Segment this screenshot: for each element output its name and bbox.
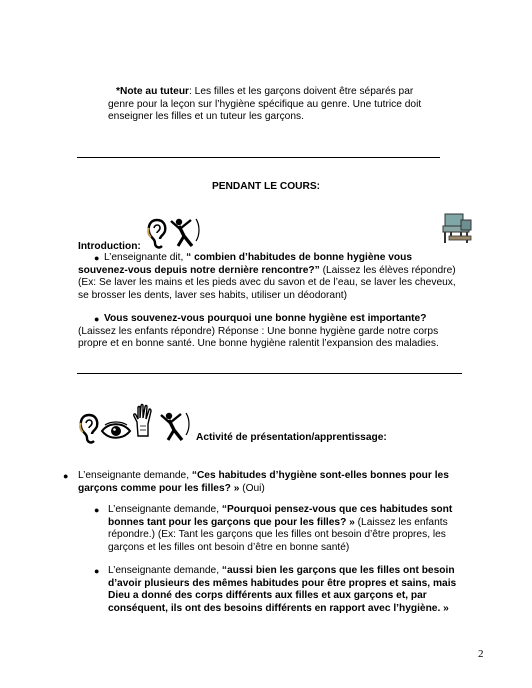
tutor-note-text: : Les filles et les garçons doivent être séparés par genre pour la leçon sur l’hygiène spécifique au genre. Une tutrice doit enseigner les filles et un tuteur les garçons. [108, 86, 422, 123]
tutor-note [108, 86, 428, 124]
hand-icon [132, 404, 156, 438]
intro-item-2-rest: (Laissez les enfants répondre) Réponse : Une bonne hygiène garde notre corps propre et en bonne santé. Une bonne hygiène ralentit l’expansion des maladies. [78, 325, 439, 350]
activity-item-1-prefix: L’enseignante demande, [78, 470, 192, 481]
intro-item-2-question: Vous souvenez-vous pourquoi une bonne hygiène est importante? [104, 313, 427, 324]
movement-figure-icon [160, 411, 194, 443]
eye-icon [101, 422, 131, 440]
movement-figure-icon [170, 217, 204, 249]
activity-item-1 [78, 470, 468, 495]
chair-icon [441, 210, 477, 246]
activity-subitem-2-question: “aussi bien les garçons que les filles ont besoin d’avoir plusieurs des mêmes habitudes pour être propres et sains, mais Dieu a donné des corps différents aux filles et aux garçons et, par conséquent, ils ont des besoins différents en rapport avec l’hygiène. » [108, 565, 457, 614]
intro-item-1 [78, 252, 458, 302]
ear-icon [146, 218, 168, 250]
activity-item-1-question: “Ces habitudes d’hygiène sont-elles bonnes pour les garçons comme pour les filles? » [78, 470, 449, 494]
intro-item-2 [78, 313, 458, 351]
divider-middle [77, 373, 462, 374]
activity-item-1-rest: (Oui) [239, 482, 265, 494]
ear-icon [78, 413, 100, 445]
intro-item-1-question: “ combien d’habitudes de bonne hygiène vous souvenez-vous depuis notre dernière rencontre?” [78, 252, 412, 276]
activity-subitem-2-prefix: L’enseignante demande, [108, 565, 222, 576]
bullet-marker: ● [94, 566, 100, 576]
activity-title: Activité de présentation/apprentissage: [196, 432, 387, 443]
bullet-marker: ● [63, 471, 69, 481]
activity-subitem-1 [108, 504, 468, 554]
divider-top [77, 157, 440, 158]
section-title: PENDANT LE COURS: [211, 181, 321, 192]
bullet-marker: ● [94, 314, 100, 324]
activity-subitem-1-question: “Pourquoi pensez-vous que ces habitudes sont bonnes tant pour les garçons que pour les filles? » [108, 504, 453, 528]
activity-subitem-1-prefix: L’enseignante demande, [108, 504, 222, 515]
intro-label: Introduction: [78, 241, 141, 252]
bullet-marker: ● [94, 253, 100, 263]
tutor-note-label: *Note au tuteur [116, 86, 190, 97]
intro-item-1-rest: (Laissez les élèves répondre) (Ex: Se laver les mains et les pieds avec du savon et de l’eau, se laver les cheveux, se brosser les dents, laver ses habits, utiliser un déodorant) [78, 264, 456, 301]
intro-item-1-prefix: L’enseignante dit, [104, 252, 187, 263]
bullet-marker: ● [94, 505, 100, 515]
page-number: 2 [478, 648, 484, 660]
activity-subitem-1-rest: (Laissez les enfants répondre.) (Ex: Tant les garçons que les filles ont besoin d’être propres, les garçons et les filles ont besoin d’être en bonne santé) [108, 516, 448, 553]
activity-subitem-2 [108, 565, 468, 615]
